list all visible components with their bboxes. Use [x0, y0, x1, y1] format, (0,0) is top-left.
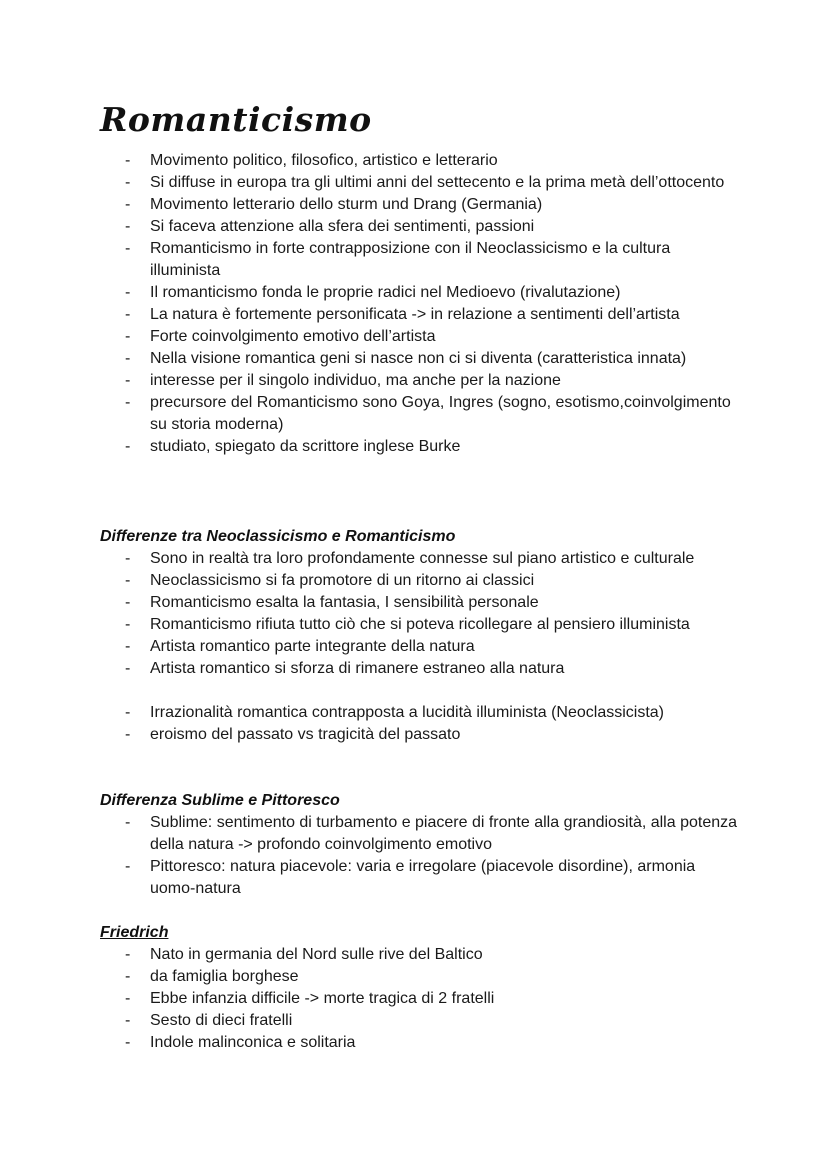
list-item: - Indole malinconica e solitaria: [120, 1032, 740, 1054]
list-item: - Artista romantico parte integrante della natura: [120, 636, 740, 658]
friedrich-list: [120, 944, 740, 1054]
section-heading-differenze: Differenze tra Neoclassicismo e Romanticismo: [100, 528, 456, 545]
list-item: - Nella visione romantica geni si nasce non ci si diventa (caratteristica innata): [120, 348, 740, 370]
list-item: - precursore del Romanticismo sono Goya, Ingres (sogno, esotismo,coinvolgimento su storia moderna): [120, 392, 740, 436]
list-item: - studiato, spiegato da scrittore inglese Burke: [120, 436, 740, 458]
list-item: - Sublime: sentimento di turbamento e piacere di fronte alla grandiosità, alla potenza della natura -> profondo coinvolgimento emotivo: [120, 812, 740, 856]
section-heading-sublime: Differenza Sublime e Pittoresco: [100, 792, 340, 809]
list-item: - Sesto di dieci fratelli: [120, 1010, 740, 1032]
list-item: - Nato in germania del Nord sulle rive del Baltico: [120, 944, 740, 966]
list-item: - Romanticismo esalta la fantasia, I sensibilità personale: [120, 592, 740, 614]
list-item: - interesse per il singolo individuo, ma anche per la nazione: [120, 370, 740, 392]
section-heading-friedrich: Friedrich: [100, 924, 169, 941]
list-item: - Il romanticismo fonda le proprie radici nel Medioevo (rivalutazione): [120, 282, 740, 304]
list-item: - Sono in realtà tra loro profondamente connesse sul piano artistico e culturale: [120, 548, 740, 570]
page-title: Romanticismo: [100, 100, 372, 139]
list-item: - Neoclassicismo si fa promotore di un ritorno ai classici: [120, 570, 740, 592]
differenze-list: [120, 548, 740, 746]
sublime-list: [120, 812, 740, 900]
list-item: - Artista romantico si sforza di rimanere estraneo alla natura: [120, 658, 740, 680]
list-item: - Movimento politico, filosofico, artistico e letterario: [120, 150, 740, 172]
list-item: - Romanticismo in forte contrapposizione con il Neoclassicismo e la cultura illuminista: [120, 238, 740, 282]
list-item: - La natura è fortemente personificata -> in relazione a sentimenti dell’artista: [120, 304, 740, 326]
list-item: - Si faceva attenzione alla sfera dei sentimenti, passioni: [120, 216, 740, 238]
list-item: - Si diffuse in europa tra gli ultimi anni del settecento e la prima metà dell’ottocento: [120, 172, 740, 194]
list-item: - Romanticismo rifiuta tutto ciò che si poteva ricollegare al pensiero illuminista: [120, 614, 740, 636]
list-item: - da famiglia borghese: [120, 966, 740, 988]
intro-list: [120, 150, 740, 458]
list-item: - Irrazionalità romantica contrapposta a lucidità illuminista (Neoclassicista): [120, 702, 740, 724]
list-item: - Ebbe infanzia difficile -> morte tragica di 2 fratelli: [120, 988, 740, 1010]
list-item: - Forte coinvolgimento emotivo dell’artista: [120, 326, 740, 348]
list-item: - eroismo del passato vs tragicità del passato: [120, 724, 740, 746]
list-item: - Pittoresco: natura piacevole: varia e irregolare (piacevole disordine), armonia uomo-natura: [120, 856, 740, 900]
list-item: - Movimento letterario dello sturm und Drang (Germania): [120, 194, 740, 216]
